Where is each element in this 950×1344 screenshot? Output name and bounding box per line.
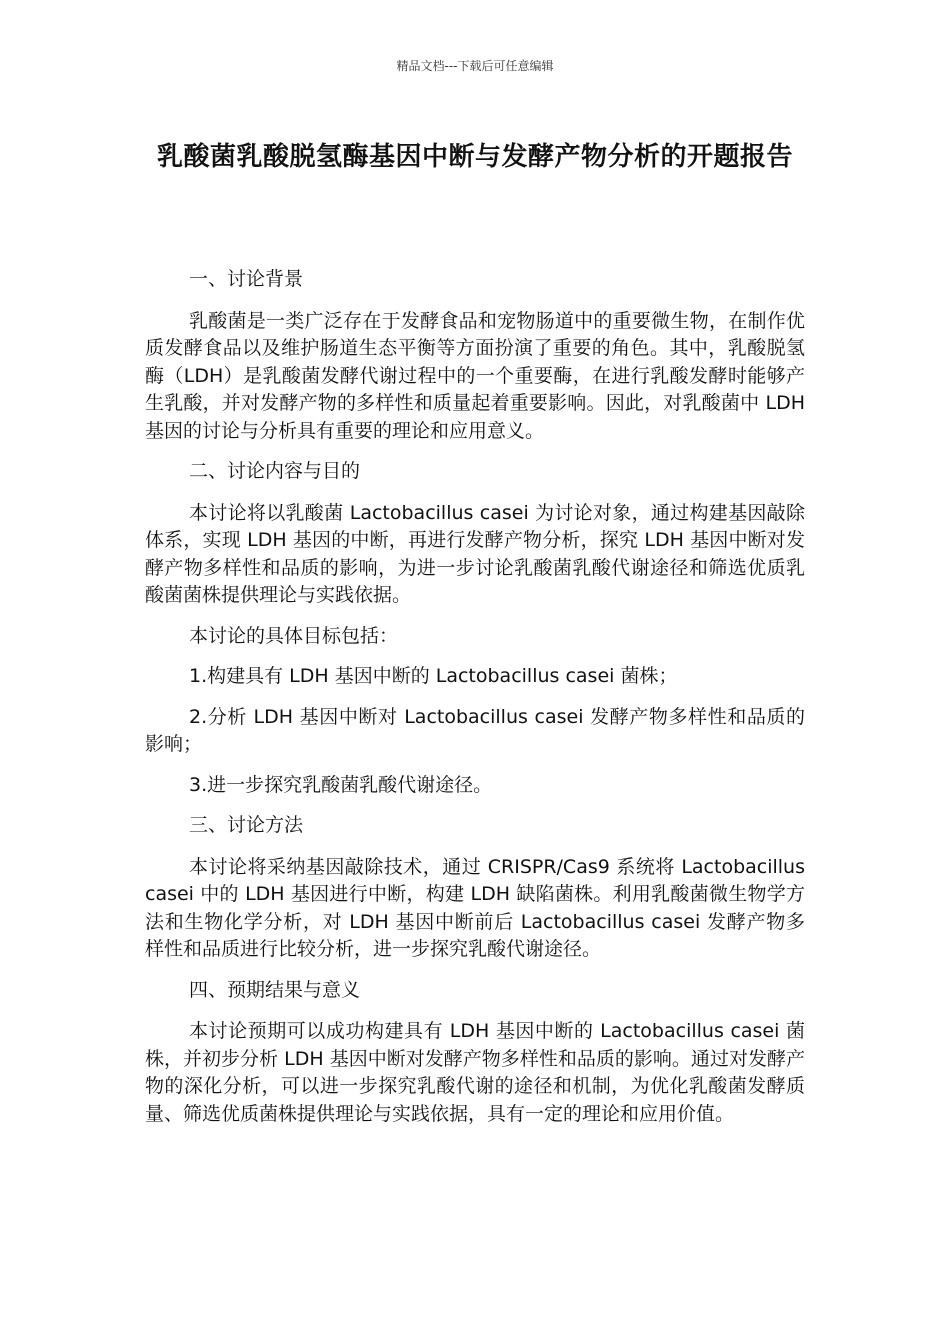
document-title: 乳酸菌乳酸脱氢酶基因中断与发酵产物分析的开题报告	[156, 142, 793, 172]
goal-item-2: 2.分析 LDH 基因中断对 Lactobacillus casei 发酵产物多样性和品质的影响；	[145, 705, 805, 755]
paragraph-expected-results: 本讨论预期可以成功构建具有 LDH 基因中断的 Lactobacillus casei 菌株，并初步分析 LDH 基因中断对发酵产物多样性和品质的影响。通过对发酵产物的深化分析，可以进一步探究乳酸代谢的途径和机制，为优化乳酸菌发酵质量、筛选优质菌株提供理论与实践依据，具有一定的理论和应用价值。	[145, 1020, 805, 1125]
document-body	[145, 266, 805, 1141]
paragraph-content-goals: 本讨论将以乳酸菌 Lactobacillus casei 为讨论对象，通过构建基因敲除体系，实现 LDH 基因的中断，再进行发酵产物分析，探究 LDH 基因中断对发酵产物多样性和品质的影响，为进一步讨论乳酸菌乳酸代谢途径和筛选优质乳酸菌菌株提供理论与实践依据。	[145, 501, 805, 606]
section-heading-background: 一、讨论背景	[189, 268, 304, 290]
paragraph-methods: 本讨论将采纳基因敲除技术，通过 CRISPR/Cas9 系统将 Lactobacillus casei 中的 LDH 基因进行中断，构建 LDH 缺陷菌株。利用乳酸菌微生物学方法和生物化学分析，对 LDH 基因中断前后 Lactobacillus casei 发酵产物多样性和品质进行比较分析，进一步探究乳酸代谢途径。	[145, 855, 805, 960]
section-heading-content-goals: 二、讨论内容与目的	[189, 460, 361, 482]
section-heading-methods: 三、讨论方法	[189, 814, 304, 836]
goal-item-3: 3.进一步探究乳酸菌乳酸代谢途径。	[189, 773, 493, 796]
goal-item-1: 1.构建具有 LDH 基因中断的 Lactobacillus casei 菌株；	[189, 665, 678, 687]
section-heading-expected-results: 四、预期结果与意义	[189, 978, 361, 1001]
page-header-note: 精品文档---下载后可任意编辑	[396, 59, 554, 73]
paragraph-background: 乳酸菌是一类广泛存在于发酵食品和宠物肠道中的重要微生物，在制作优质发酵食品以及维护肠道生态平衡等方面扮演了重要的角色。其中，乳酸脱氢酶（LDH）是乳酸菌发酵代谢过程中的一个重要酶，在进行乳酸发酵时能够产生乳酸，并对发酵产物的多样性和质量起着重要影响。因此，对乳酸菌中 LDH 基因的讨论与分析具有重要的理论和应用意义。	[145, 309, 805, 442]
paragraph-goals-intro: 本讨论的具体目标包括：	[189, 624, 399, 647]
